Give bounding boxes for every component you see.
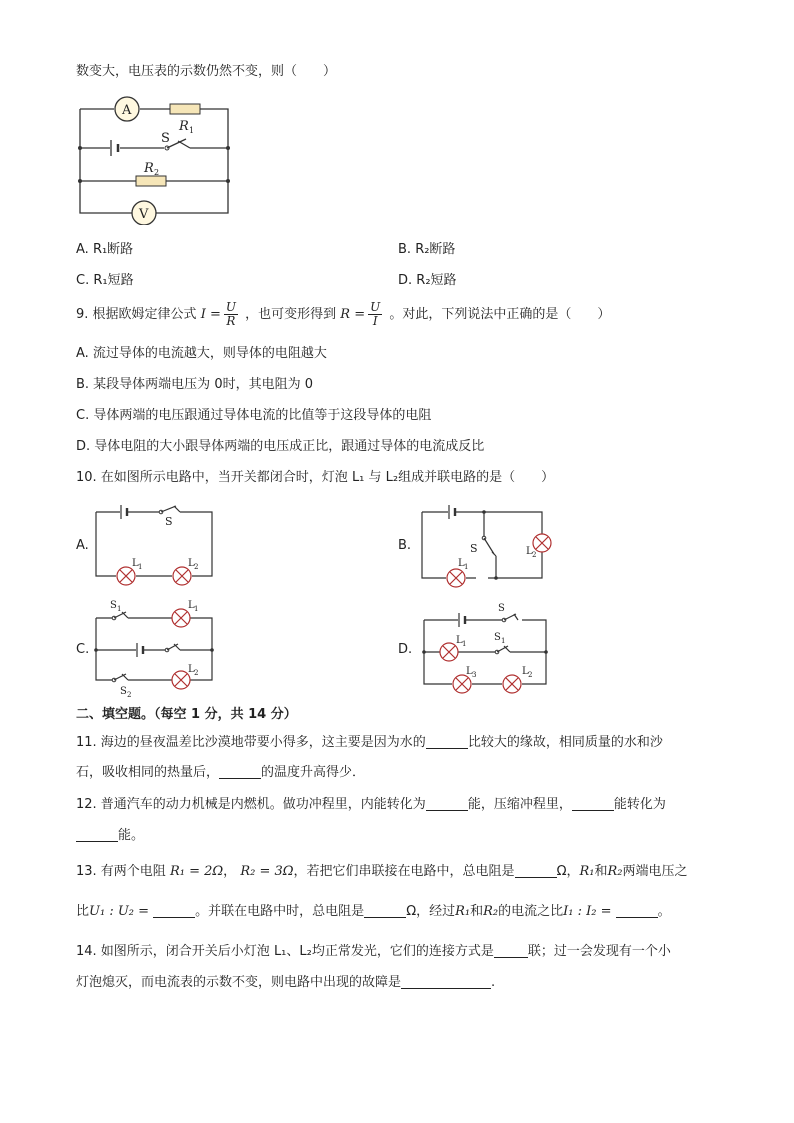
svg-text:3: 3: [472, 671, 477, 679]
answer-blank[interactable]: [219, 764, 261, 779]
ammeter-label: A: [122, 103, 132, 118]
svg-text:2: 2: [528, 671, 533, 679]
bulb-icon: [447, 569, 465, 587]
svg-text:L: L: [466, 666, 473, 677]
resistor-r2-icon: [136, 176, 166, 186]
answer-blank[interactable]: [76, 827, 118, 842]
q10-option-d[interactable]: D.: [398, 642, 413, 657]
q12-line1: 12. 普通汽车的动力机械是内燃机。做功冲程里，内能转化为 能，压缩冲程里， 能转化为: [76, 797, 666, 812]
answer-blank[interactable]: [494, 943, 528, 958]
svg-text:2: 2: [194, 563, 199, 571]
svg-text:L: L: [188, 558, 195, 569]
resistor-r1-icon: [170, 104, 200, 114]
bulb-icon: [173, 567, 191, 585]
svg-text:S: S: [165, 515, 173, 528]
svg-text:S: S: [470, 542, 478, 555]
answer-blank[interactable]: [401, 974, 491, 989]
svg-text:2: 2: [194, 669, 199, 677]
bulb-icon: [533, 534, 551, 552]
q10-option-b[interactable]: B.: [398, 538, 412, 553]
q10-circuit-b: [418, 500, 558, 590]
bulb-icon: [172, 609, 190, 627]
q12-line2: 能。: [76, 826, 144, 846]
q9-option-d[interactable]: D. 导体电阻的大小跟导体两端的电压成正比，跟通过导体的电流成反比: [76, 439, 485, 454]
svg-text:L: L: [188, 664, 195, 675]
formula-u-over-i: $\frac{U}{I}$: [370, 300, 381, 328]
q13-line1: 13. 有两个电阻 R₁ = 2Ω， R₂ = 3Ω，若把它们串联接在电路中，总电阻是 Ω，R₁和R₂两端电压之: [76, 864, 688, 879]
q8-option-c[interactable]: C. R₁短路: [76, 273, 134, 288]
svg-text:1: 1: [189, 126, 195, 135]
svg-text:1: 1: [501, 637, 506, 645]
q14-line1: 14. 如图所示，闭合开关后小灯泡 L₁、L₂均正常发光，它们的连接方式是 联；过一会发现有一个小: [76, 944, 671, 959]
q11-line2: 石，吸收相同的热量后， 的温度升高得少．: [76, 765, 366, 780]
answer-blank[interactable]: [426, 796, 468, 811]
q8-option-a[interactable]: A. R₁断路: [76, 242, 134, 257]
q10-stem: 10. 在如图所示电路中，当开关都闭合时，灯泡 L₁ 与 L₂组成并联电路的是（ ）: [76, 470, 555, 485]
q9-option-a[interactable]: A. 流过导体的电流越大，则导体的电阻越大: [76, 346, 327, 361]
formula-u-over-r: $\frac{U}{R}$: [225, 300, 236, 328]
q8-option-d[interactable]: D. R₂短路: [398, 273, 457, 288]
switch-label: S: [161, 131, 170, 146]
q8-circuit-diagram: [72, 95, 242, 225]
q8-option-b[interactable]: B. R₂断路: [398, 242, 456, 257]
r1-label: R: [179, 119, 189, 134]
svg-text:S: S: [110, 600, 117, 611]
svg-text:2: 2: [154, 168, 160, 177]
bulb-icon: [453, 675, 471, 693]
svg-text:S: S: [498, 603, 505, 614]
answer-blank[interactable]: [364, 903, 406, 918]
r2-label: R: [144, 161, 154, 176]
svg-text:L: L: [132, 558, 139, 569]
section-title: 二、填空题。（每空 1 分，共 14 分）: [76, 707, 297, 722]
q10-circuit-c: [92, 598, 222, 698]
voltmeter-label: V: [139, 207, 149, 222]
bulb-icon: [503, 675, 521, 693]
svg-text:S: S: [120, 686, 127, 697]
q10-circuit-a: [92, 500, 217, 590]
q10-option-c[interactable]: C.: [76, 642, 90, 657]
bulb-icon: [117, 567, 135, 585]
svg-text:L: L: [526, 546, 533, 557]
svg-text:1: 1: [117, 605, 122, 613]
q9-option-c[interactable]: C. 导体两端的电压跟通过导体电流的比值等于这段导体的电阻: [76, 408, 432, 423]
svg-text:1: 1: [462, 640, 467, 648]
q10-circuit-d: [418, 598, 553, 698]
q11-line1: 11. 海边的昼夜温差比沙漠地带要小得多，这主要是因为水的 比较大的缘故，相同质量的水和沙: [76, 735, 663, 750]
svg-text:2: 2: [127, 691, 132, 698]
svg-text:S: S: [494, 632, 501, 643]
svg-text:L: L: [522, 666, 529, 677]
answer-blank[interactable]: [515, 863, 557, 878]
svg-text:2: 2: [532, 551, 537, 559]
svg-text:L: L: [188, 600, 195, 611]
q8-stem-tail: 数变大，电压表的示数仍然不变，则（ ）: [76, 64, 337, 79]
answer-blank[interactable]: [616, 903, 658, 918]
svg-text:L: L: [458, 558, 465, 569]
q9-option-b[interactable]: B. 某段导体两端电压为 0时，其电阻为 0: [76, 377, 313, 392]
svg-text:1: 1: [464, 563, 469, 571]
q13-line2: 比U₁ : U₂ = 。并联在电路中时，总电阻是 Ω，经过R₁和R₂的电流之比I₁ : I₂ = 。: [76, 904, 671, 919]
answer-blank[interactable]: [153, 903, 195, 918]
svg-text:1: 1: [194, 605, 199, 613]
q9-stem: 9. 根据欧姆定律公式 I = $\frac{U}{R}$ ，也可变形得到 R = $\frac{U}{I}$ 。对此，下列说法中正确的是（ ）: [76, 300, 611, 328]
q14-line2: 灯泡熄灭，而电流表的示数不变，则电路中出现的故障是 .: [76, 975, 496, 990]
answer-blank[interactable]: [572, 796, 614, 811]
svg-text:L: L: [456, 635, 463, 646]
q10-option-a[interactable]: A.: [76, 538, 89, 553]
answer-blank[interactable]: [426, 734, 468, 749]
svg-text:1: 1: [138, 563, 143, 571]
